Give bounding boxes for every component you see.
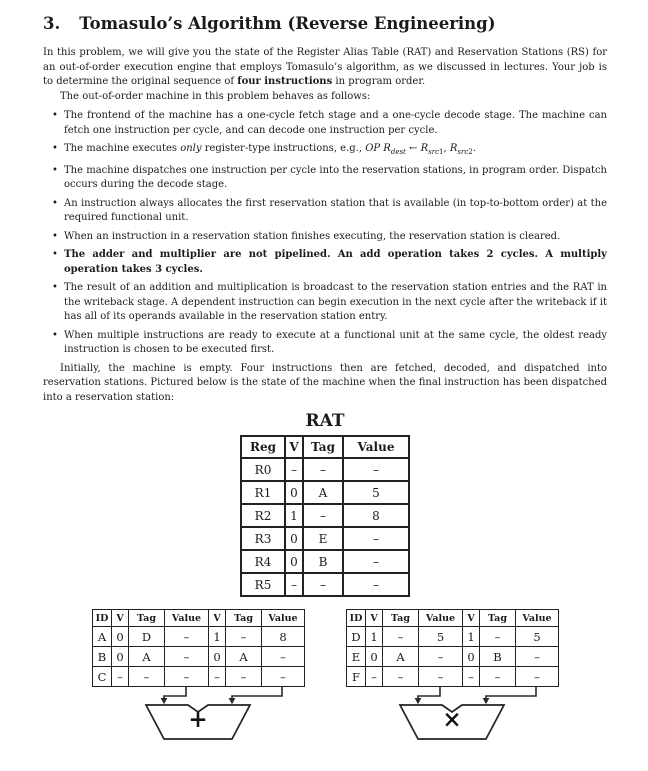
multiplier-functional-unit bbox=[346, 687, 558, 743]
rs-row-entry bbox=[347, 627, 559, 647]
closing-paragraph: Initially, the machine is empty. Four instructions then are fetched, decoded, and dispatched into reservation stations. Pictured below is the state of the machine when the final instruction has been dispatched into a reservation station: bbox=[43, 362, 607, 403]
section-number: 3. bbox=[43, 14, 61, 33]
rs-cell-tag1: – bbox=[383, 667, 419, 687]
rs-header-v1: V bbox=[112, 610, 129, 627]
rs-header-value1: Value bbox=[165, 610, 209, 627]
list-item-text: The frontend of the machine has a one-cycle fetch stage and a one-cycle decode stage. The machine can fetch one instruction per cycle, and can decode one instruction per cycle. bbox=[64, 110, 607, 136]
rs-cell-v1: 0 bbox=[366, 647, 383, 667]
rat-cell-reg: R3 bbox=[241, 527, 285, 550]
rs-header-id: ID bbox=[347, 610, 366, 627]
rs-cell-id: E bbox=[347, 647, 366, 667]
multiplier-station-group bbox=[346, 609, 558, 743]
rat-cell-v: 0 bbox=[285, 481, 303, 504]
rs-row-entry bbox=[93, 647, 305, 667]
rat-cell-v: 0 bbox=[285, 527, 303, 550]
rat-cell-value: – bbox=[343, 550, 409, 573]
list-item-text: The adder and multiplier are not pipelined. An add operation takes 2 cycles. A multiply operation takes 3 cycles. bbox=[64, 249, 607, 275]
rat-cell-tag: A bbox=[303, 481, 343, 504]
bullet-icon: • bbox=[52, 230, 58, 242]
rs-cell-id: C bbox=[93, 667, 112, 687]
rat-cell-reg: R2 bbox=[241, 504, 285, 527]
rs-header-value2: Value bbox=[516, 610, 559, 627]
rs-header-value2: Value bbox=[262, 610, 305, 627]
rat-title: RAT bbox=[305, 411, 345, 431]
rs-header-value1: Value bbox=[419, 610, 463, 627]
rs-cell-v2: 1 bbox=[209, 627, 226, 647]
rat-cell-tag: E bbox=[303, 527, 343, 550]
list-item bbox=[43, 329, 607, 358]
rs-cell-v2: – bbox=[209, 667, 226, 687]
list-item bbox=[43, 248, 607, 277]
list-item bbox=[43, 164, 607, 193]
bullet-icon: • bbox=[52, 110, 58, 121]
rs-cell-val1: – bbox=[419, 667, 463, 687]
rs-header-tag2: Tag bbox=[480, 610, 516, 627]
rat-section bbox=[43, 412, 607, 597]
rs-header-tag2: Tag bbox=[226, 610, 262, 627]
rat-header-tag: Tag bbox=[303, 436, 343, 458]
rs-cell-tag2: – bbox=[480, 627, 516, 647]
rat-cell-value: – bbox=[343, 458, 409, 481]
rs-header-v2: V bbox=[463, 610, 480, 627]
rat-row bbox=[241, 504, 409, 527]
bullet-icon: • bbox=[52, 249, 58, 260]
rs-header-v2: V bbox=[209, 610, 226, 627]
rat-cell-v: – bbox=[285, 573, 303, 596]
rs-cell-tag1: – bbox=[129, 667, 165, 687]
bullet-icon: • bbox=[52, 143, 58, 154]
rs-cell-val2: 8 bbox=[262, 627, 305, 647]
list-item-text: When multiple instructions are ready to execute at a functional unit at the same cycle, the oldest ready instruction is chosen to be executed first. bbox=[64, 329, 607, 355]
rs-cell-v1: 0 bbox=[112, 627, 129, 647]
list-item-text: The machine dispatches one instruction per cycle into the reservation stations, in program order. Dispatch occurs during the decode stage. bbox=[64, 164, 607, 190]
rs-cell-val2: – bbox=[516, 667, 559, 687]
rs-row-entry bbox=[93, 667, 305, 687]
rs-cell-id: B bbox=[93, 647, 112, 667]
rs-cell-val1: – bbox=[165, 667, 209, 687]
rat-row bbox=[241, 527, 409, 550]
rs-cell-tag2: B bbox=[480, 647, 516, 667]
rat-header-v: V bbox=[285, 436, 303, 458]
rs-cell-tag2: – bbox=[480, 667, 516, 687]
rs-cell-val1: – bbox=[165, 627, 209, 647]
reservation-stations-row bbox=[43, 609, 607, 743]
rs-cell-tag2: – bbox=[226, 627, 262, 647]
adder-station-group bbox=[92, 609, 304, 743]
rat-cell-v: – bbox=[285, 458, 303, 481]
rat-cell-tag: – bbox=[303, 573, 343, 596]
list-item bbox=[43, 197, 607, 226]
rs-cell-v2: 1 bbox=[463, 627, 480, 647]
rat-cell-value: – bbox=[343, 527, 409, 550]
adder-rs-table bbox=[92, 609, 305, 687]
rs-cell-tag1: – bbox=[383, 627, 419, 647]
rs-cell-val1: – bbox=[165, 647, 209, 667]
rs-cell-val2: 5 bbox=[516, 627, 559, 647]
list-item-text: When an instruction in a reservation station finishes executing, the reservation station is cleared. bbox=[64, 230, 561, 242]
bullet-icon: • bbox=[52, 197, 58, 209]
section-title bbox=[43, 13, 607, 34]
machine-behavior-list bbox=[43, 109, 607, 358]
rs-cell-val1: 5 bbox=[419, 627, 463, 647]
rat-cell-reg: R1 bbox=[241, 481, 285, 504]
adder-functional-unit bbox=[92, 687, 304, 743]
intro-paragraph: In this problem, we will give you the state of the Register Alias Table (RAT) and Reservation Stations (RS) for an out-of-order execution engine that employs Tomasulo’s algorithm, as we discussed in lectures. Your job is to determine the original sequence of four instructions in program order. bbox=[43, 47, 607, 87]
rs-cell-v1: – bbox=[366, 667, 383, 687]
rat-cell-v: 0 bbox=[285, 550, 303, 573]
rs-cell-v1: 1 bbox=[366, 627, 383, 647]
list-item-text: The result of an addition and multiplication is broadcast to the reservation station entries and the RAT in the writeback stage. A dependent instruction can begin execution in the next cycle after the writeback if it has all of its operands available in the reservation station entry. bbox=[64, 282, 607, 322]
list-item bbox=[43, 142, 607, 160]
rs-cell-tag2: A bbox=[226, 647, 262, 667]
rs-header-tag1: Tag bbox=[383, 610, 419, 627]
list-item bbox=[43, 109, 607, 138]
rs-cell-tag1: A bbox=[129, 647, 165, 667]
rs-header-v1: V bbox=[366, 610, 383, 627]
rat-table bbox=[240, 435, 410, 597]
rs-row-entry bbox=[93, 627, 305, 647]
rat-cell-reg: R4 bbox=[241, 550, 285, 573]
rat-header-reg: Reg bbox=[241, 436, 285, 458]
list-item bbox=[43, 281, 607, 325]
intro-paragraph-2: The out-of-order machine in this problem behaves as follows: bbox=[60, 90, 371, 102]
rs-cell-v1: – bbox=[112, 667, 129, 687]
multiplier-rs-table bbox=[346, 609, 559, 687]
bullet-icon: • bbox=[52, 164, 58, 176]
rs-cell-val2: – bbox=[262, 647, 305, 667]
rat-cell-value: 5 bbox=[343, 481, 409, 504]
rat-row bbox=[241, 573, 409, 596]
rs-cell-v2: 0 bbox=[209, 647, 226, 667]
rs-header-id: ID bbox=[93, 610, 112, 627]
rat-cell-reg: R5 bbox=[241, 573, 285, 596]
rs-cell-id: F bbox=[347, 667, 366, 687]
rs-cell-tag1: A bbox=[383, 647, 419, 667]
list-item-text: An instruction always allocates the first reservation station that is available (in top-to-bottom order) at the required functional unit. bbox=[64, 197, 607, 223]
rat-cell-tag: – bbox=[303, 504, 343, 527]
rat-row bbox=[241, 458, 409, 481]
rat-cell-value: – bbox=[343, 573, 409, 596]
rs-cell-tag2: – bbox=[226, 667, 262, 687]
rs-cell-v2: – bbox=[463, 667, 480, 687]
rat-header-value: Value bbox=[343, 436, 409, 458]
plus-icon: + bbox=[188, 706, 208, 733]
rs-cell-v2: 0 bbox=[463, 647, 480, 667]
rat-cell-value: 8 bbox=[343, 504, 409, 527]
rat-header-row bbox=[241, 436, 409, 458]
rat-cell-v: 1 bbox=[285, 504, 303, 527]
rs-cell-val2: – bbox=[516, 647, 559, 667]
list-item-text: The machine executes only register-type instructions, e.g., OP $R_{dest}$ ← $R_{src1}$, $R_{src2}$. bbox=[64, 143, 476, 156]
rs-header-row bbox=[347, 610, 559, 627]
bullet-icon: • bbox=[52, 329, 58, 341]
rat-row bbox=[241, 550, 409, 573]
rs-cell-id: A bbox=[93, 627, 112, 647]
list-item bbox=[43, 230, 607, 245]
bullet-icon: • bbox=[52, 282, 58, 293]
rs-cell-v1: 0 bbox=[112, 647, 129, 667]
rs-cell-val2: – bbox=[262, 667, 305, 687]
rs-cell-tag1: D bbox=[129, 627, 165, 647]
rs-row-entry bbox=[347, 647, 559, 667]
rs-header-row bbox=[93, 610, 305, 627]
section-title-text: Tomasulo’s Algorithm (Reverse Engineering) bbox=[79, 14, 496, 33]
rs-cell-val1: – bbox=[419, 647, 463, 667]
rs-cell-id: D bbox=[347, 627, 366, 647]
rs-header-tag1: Tag bbox=[129, 610, 165, 627]
rat-cell-tag: B bbox=[303, 550, 343, 573]
rat-cell-tag: – bbox=[303, 458, 343, 481]
rat-row bbox=[241, 481, 409, 504]
rs-row-entry bbox=[347, 667, 559, 687]
rat-cell-reg: R0 bbox=[241, 458, 285, 481]
multiply-icon: × bbox=[442, 706, 462, 733]
